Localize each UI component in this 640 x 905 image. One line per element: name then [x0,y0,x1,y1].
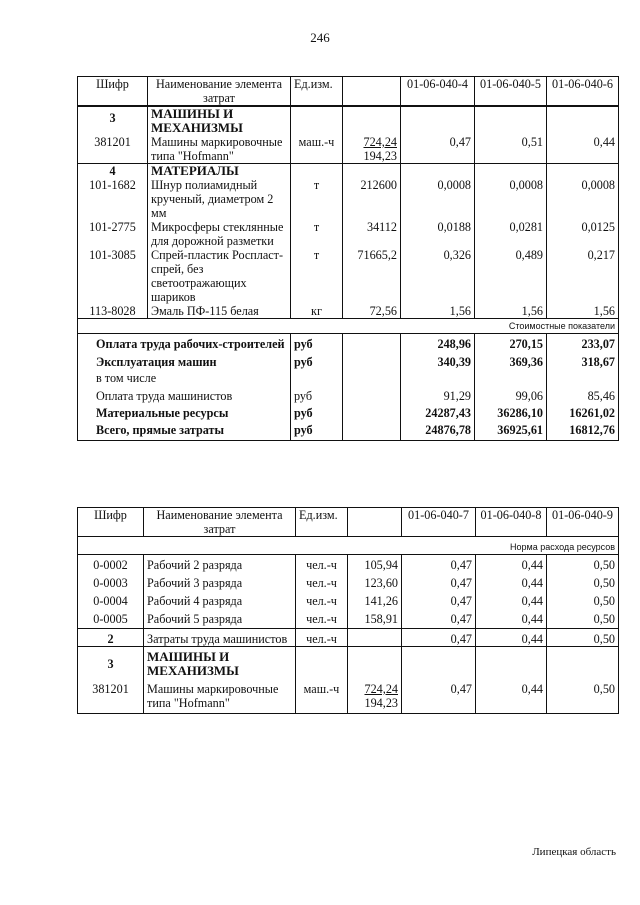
cost-v2: 36286,10 [475,403,547,420]
cell-unit: т [291,178,343,220]
cell-norm-1: 0,47 [402,608,476,629]
cell-code: 381201 [78,135,148,164]
cost-row [78,369,619,385]
cell-name: Эмаль ПФ-115 белая [148,304,291,319]
cell-norm-2: 0,44 [476,629,547,647]
price-b: 194,23 [364,696,398,710]
footer-region: Липецкая область [532,846,616,858]
cell-norm-2: 0,44 [476,608,547,629]
cell-code: 0-0005 [78,608,144,629]
resource-table-2 [77,507,619,714]
cell-norm-1: 0,47 [401,135,475,164]
table-row [78,135,619,164]
cell-code: 113-8028 [78,304,148,319]
cost-indicators-label-row [78,319,619,334]
cell-code: 101-3085 [78,248,148,304]
cost-v3: 233,07 [547,334,619,352]
col-header-name: Наименование элемента затрат [144,508,296,537]
cell-name: Затраты труда машинистов [144,629,296,647]
col-header-unit: Ед.изм. [291,77,343,107]
cell-norm-2: 0,489 [475,248,547,304]
cost-name: Оплата труда машинистов [78,385,291,403]
cell-code: 0-0002 [78,555,144,573]
cost-v2: 369,36 [475,351,547,369]
cell-norm-3: 0,217 [547,248,619,304]
cell-price [348,678,402,714]
table-header-row [78,508,619,537]
col-header-norm-2: 01-06-040-8 [476,508,547,537]
cell-unit: чел.-ч [296,629,348,647]
cell-name: Рабочий 5 разряда [144,608,296,629]
col-header-price [343,77,401,107]
cell-name: Спрей-пластик Роспласт-спрей, без светоотражающих шариков [148,248,291,304]
cell-unit: чел.-ч [296,608,348,629]
cost-row [78,403,619,420]
cell-code: 0-0003 [78,572,144,590]
cost-row [78,420,619,441]
cell-norm-3: 0,50 [547,572,619,590]
cost-v3: 16812,76 [547,420,619,441]
section-row [78,107,619,135]
cell-price: 105,94 [348,555,402,573]
cost-indicators-label: Стоимостные показатели [78,319,619,334]
cell-norm-1: 0,47 [402,629,476,647]
cell-price: 158,91 [348,608,402,629]
cost-unit: руб [291,385,343,403]
cell-norm-3: 1,56 [547,304,619,319]
cell-unit: кг [291,304,343,319]
cell-norm-3: 0,50 [547,629,619,647]
col-header-unit: Ед.изм. [296,508,348,537]
cell-norm-1: 0,0008 [401,178,475,220]
cost-row [78,351,619,369]
col-header-norm-2: 01-06-040-5 [475,77,547,107]
cell-code: 0-0004 [78,590,144,608]
table-row [78,629,619,647]
price-a: 724,24 [364,682,398,696]
table-row [78,555,619,573]
cell-norm-1: 0,47 [402,572,476,590]
cell-unit: т [291,220,343,248]
cost-v2: 270,15 [475,334,547,352]
cost-row [78,385,619,403]
col-header-norm-1: 01-06-040-4 [401,77,475,107]
cost-v1: 248,96 [401,334,475,352]
cell-name: Машины маркировочные типа "Hofmann" [144,678,296,714]
cell-unit: чел.-ч [296,555,348,573]
cell-norm-1: 0,47 [402,678,476,714]
section-code: 3 [78,647,144,679]
table-row [78,220,619,248]
section-row [78,647,619,679]
cell-price: 34112 [343,220,401,248]
cell-norm-2: 0,51 [475,135,547,164]
cell-price: 141,26 [348,590,402,608]
cell-unit: маш.-ч [291,135,343,164]
cost-v3: 318,67 [547,351,619,369]
cell-norm-3: 0,50 [547,678,619,714]
cost-v3: 85,46 [547,385,619,403]
cell-norm-3: 0,50 [547,590,619,608]
cost-name: Эксплуатация машин [78,351,291,369]
price-b: 194,23 [363,149,397,163]
cost-v2: 99,06 [475,385,547,403]
norm-label: Норма расхода ресурсов [78,537,619,555]
cell-price: 212600 [343,178,401,220]
section-code: 4 [78,164,148,179]
cell-price [343,135,401,164]
table-row [78,178,619,220]
cell-norm-1: 0,0188 [401,220,475,248]
cell-norm-3: 0,50 [547,608,619,629]
norm-label-row [78,537,619,555]
resource-table-1 [77,76,619,441]
cost-v1: 340,39 [401,351,475,369]
section-title: МАШИНЫ И МЕХАНИЗМЫ [144,647,296,679]
cost-name: Оплата труда рабочих-строителей [78,334,291,352]
col-header-norm-3: 01-06-040-6 [547,77,619,107]
cell-norm-2: 0,44 [476,678,547,714]
cell-price: 71665,2 [343,248,401,304]
cell-norm-3: 0,0008 [547,178,619,220]
cell-norm-2: 0,44 [476,590,547,608]
cost-unit: руб [291,334,343,352]
cost-unit: руб [291,351,343,369]
table-row [78,590,619,608]
cell-unit: чел.-ч [296,572,348,590]
col-header-name: Наименование элемента затрат [148,77,291,107]
col-header-price [348,508,402,537]
section-title: МАШИНЫ И МЕХАНИЗМЫ [148,107,291,135]
cell-norm-1: 0,47 [402,590,476,608]
cell-name: Рабочий 4 разряда [144,590,296,608]
col-header-norm-1: 01-06-040-7 [402,508,476,537]
col-header-code: Шифр [78,508,144,537]
col-header-code: Шифр [78,77,148,107]
cell-name: Микросферы стеклянные для дорожной разметки [148,220,291,248]
cost-v1: 91,29 [401,385,475,403]
cost-v1: 24876,78 [401,420,475,441]
cost-name: в том числе [78,369,291,385]
price-a: 724,24 [363,135,397,149]
cost-v3: 16261,02 [547,403,619,420]
cost-name: Материальные ресурсы [78,403,291,420]
col-header-norm-3: 01-06-040-9 [547,508,619,537]
cell-norm-2: 1,56 [475,304,547,319]
cell-price: 72,56 [343,304,401,319]
section-row [78,164,619,179]
cost-unit: руб [291,403,343,420]
table-row [78,572,619,590]
cell-name: Рабочий 3 разряда [144,572,296,590]
cell-norm-1: 1,56 [401,304,475,319]
cell-norm-2: 0,44 [476,572,547,590]
cost-v1: 24287,43 [401,403,475,420]
cell-unit: т [291,248,343,304]
cost-v2: 36925,61 [475,420,547,441]
table-header-row [78,77,619,107]
cell-norm-2: 0,0008 [475,178,547,220]
cell-name: Шнур полиамидный крученый, диаметром 2 мм [148,178,291,220]
cell-name: Рабочий 2 разряда [144,555,296,573]
cell-norm-3: 0,50 [547,555,619,573]
section-title: МАТЕРИАЛЫ [148,164,291,179]
page-number: 246 [310,30,330,45]
table-row [78,608,619,629]
cell-unit: чел.-ч [296,590,348,608]
cost-name: Всего, прямые затраты [78,420,291,441]
table-row [78,248,619,304]
cell-unit: маш.-ч [296,678,348,714]
section-code: 3 [78,107,148,135]
table-row [78,678,619,714]
cell-norm-2: 0,44 [476,555,547,573]
cell-name: Машины маркировочные типа "Hofmann" [148,135,291,164]
cell-norm-3: 0,44 [547,135,619,164]
cell-code: 101-1682 [78,178,148,220]
table-row [78,304,619,319]
cell-price: 123,60 [348,572,402,590]
cell-norm-1: 0,326 [401,248,475,304]
cost-row [78,334,619,352]
cell-code: 2 [78,629,144,647]
cell-norm-1: 0,47 [402,555,476,573]
cell-code: 101-2775 [78,220,148,248]
cell-norm-3: 0,0125 [547,220,619,248]
cell-code: 381201 [78,678,144,714]
cell-norm-2: 0,0281 [475,220,547,248]
cost-unit: руб [291,420,343,441]
